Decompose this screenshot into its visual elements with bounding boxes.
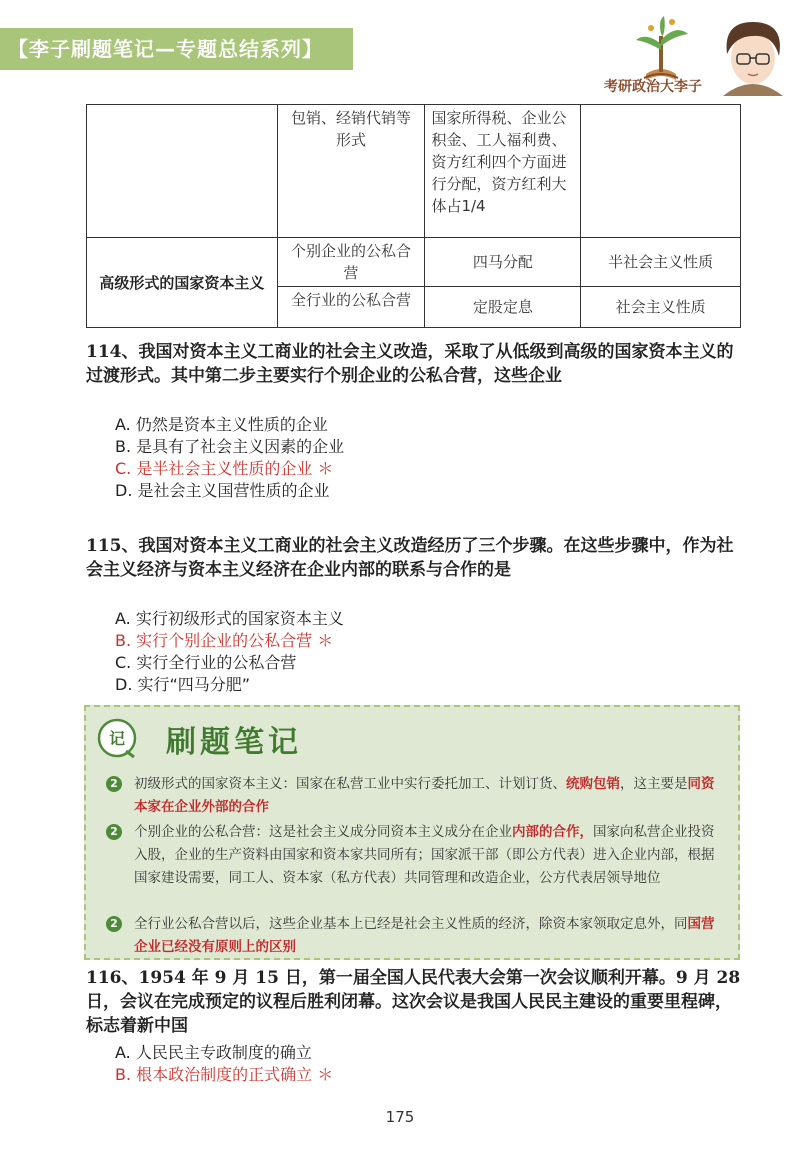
bullet-icon: 2 bbox=[106, 916, 122, 932]
study-notes-box bbox=[84, 705, 740, 960]
note-item-1: 2 初级形式的国家资本主义：国家在私营工业中实行委托加工、计划订货、统购包销，这主要是同资本家在企业外部的合作 bbox=[108, 773, 724, 819]
table-cell: 包销、经销代销等形式 bbox=[277, 105, 425, 238]
table-row bbox=[87, 105, 741, 238]
table-cell: 个别企业的公私合营 bbox=[277, 238, 425, 287]
question-115-options bbox=[115, 608, 344, 696]
logo-caption: 考研政治大李子 bbox=[604, 79, 702, 95]
table-cell bbox=[581, 105, 741, 238]
table-cell: 国家所得税、企业公积金、工人福利费、资方红利四个方面进行分配，资方红利大体占1/4 bbox=[425, 105, 581, 238]
question-116: 116、1954 年 9 月 15 日，第一届全国人民代表大会第一次会议顺利开幕。9 月 28 日，会议在完成预定的议程后胜利闭幕。这次会议是我国人民民主建设的重要里程碑，标志着新中国 bbox=[86, 968, 741, 1036]
option-c: C. 实行全行业的公私合营 bbox=[115, 653, 297, 672]
note-item-2: 2 个别企业的公私合营：这是社会主义成分同资本主义成分在企业内部的合作，国家向私营企业投资入股，企业的生产资料由国家和资本家共同所有；国家派干部（即公方代表）进入企业内部，根据国家建设需要，同工人、资本家（私方代表）共同管理和改造企业，公方代表居领导地位 bbox=[108, 821, 724, 890]
bullet-icon: 2 bbox=[106, 776, 122, 792]
question-114: 114、我国对资本主义工商业的社会主义改造，采取了从低级到高级的国家资本主义的过渡形式。其中第二步主要实行个别企业的公私合营，这些企业 bbox=[86, 342, 734, 386]
table-row bbox=[87, 238, 741, 287]
notes-title: 刷题笔记 bbox=[166, 725, 302, 760]
bullet-icon: 2 bbox=[106, 824, 122, 840]
note-icon-char: 记 bbox=[108, 729, 126, 748]
state-capitalism-table bbox=[86, 104, 741, 328]
option-a: A. 实行初级形式的国家资本主义 bbox=[115, 609, 344, 628]
option-b-answer: B. 根本政治制度的正式确立 ＊ bbox=[115, 1065, 334, 1084]
table-cell: 半社会主义性质 bbox=[581, 238, 741, 287]
note-item-3: 2 全行业公私合营以后，这些企业基本上已经是社会主义性质的经济，除资本家领取定息外，同国营企业已经没有原则上的区别 bbox=[108, 913, 724, 959]
table-cell: 全行业的公私合营 bbox=[277, 287, 425, 328]
option-b: B. 是具有了社会主义因素的企业 bbox=[115, 437, 345, 456]
table-cell: 四马分配 bbox=[425, 238, 581, 287]
series-banner: 【李子刷题笔记—专题总结系列】 bbox=[0, 28, 353, 70]
question-115: 115、我国对资本主义工商业的社会主义改造经历了三个步骤。在这些步骤中，作为社会主义经济与资本主义经济在企业内部的联系与合作的是 bbox=[86, 536, 734, 580]
row-label-cell: 高级形式的国家资本主义 bbox=[87, 238, 278, 328]
option-a: A. 人民民主专政制度的确立 bbox=[115, 1043, 312, 1062]
table-cell: 社会主义性质 bbox=[581, 287, 741, 328]
option-c-answer: C. 是半社会主义性质的企业 ＊ bbox=[115, 459, 334, 478]
option-d: D. 实行“四马分肥” bbox=[115, 675, 251, 694]
option-b-answer: B. 实行个别企业的公私合营 ＊ bbox=[115, 631, 334, 650]
option-a: A. 仍然是资本主义性质的企业 bbox=[115, 415, 328, 434]
question-116-options bbox=[115, 1042, 333, 1086]
question-114-options bbox=[115, 414, 344, 502]
note-badge-icon bbox=[96, 717, 138, 759]
page-number: 175 bbox=[385, 1108, 415, 1126]
table-cell bbox=[87, 105, 278, 238]
table-cell: 定股定息 bbox=[425, 287, 581, 328]
option-d: D. 是社会主义国营性质的企业 bbox=[115, 481, 330, 500]
avatar-icon bbox=[713, 14, 793, 96]
